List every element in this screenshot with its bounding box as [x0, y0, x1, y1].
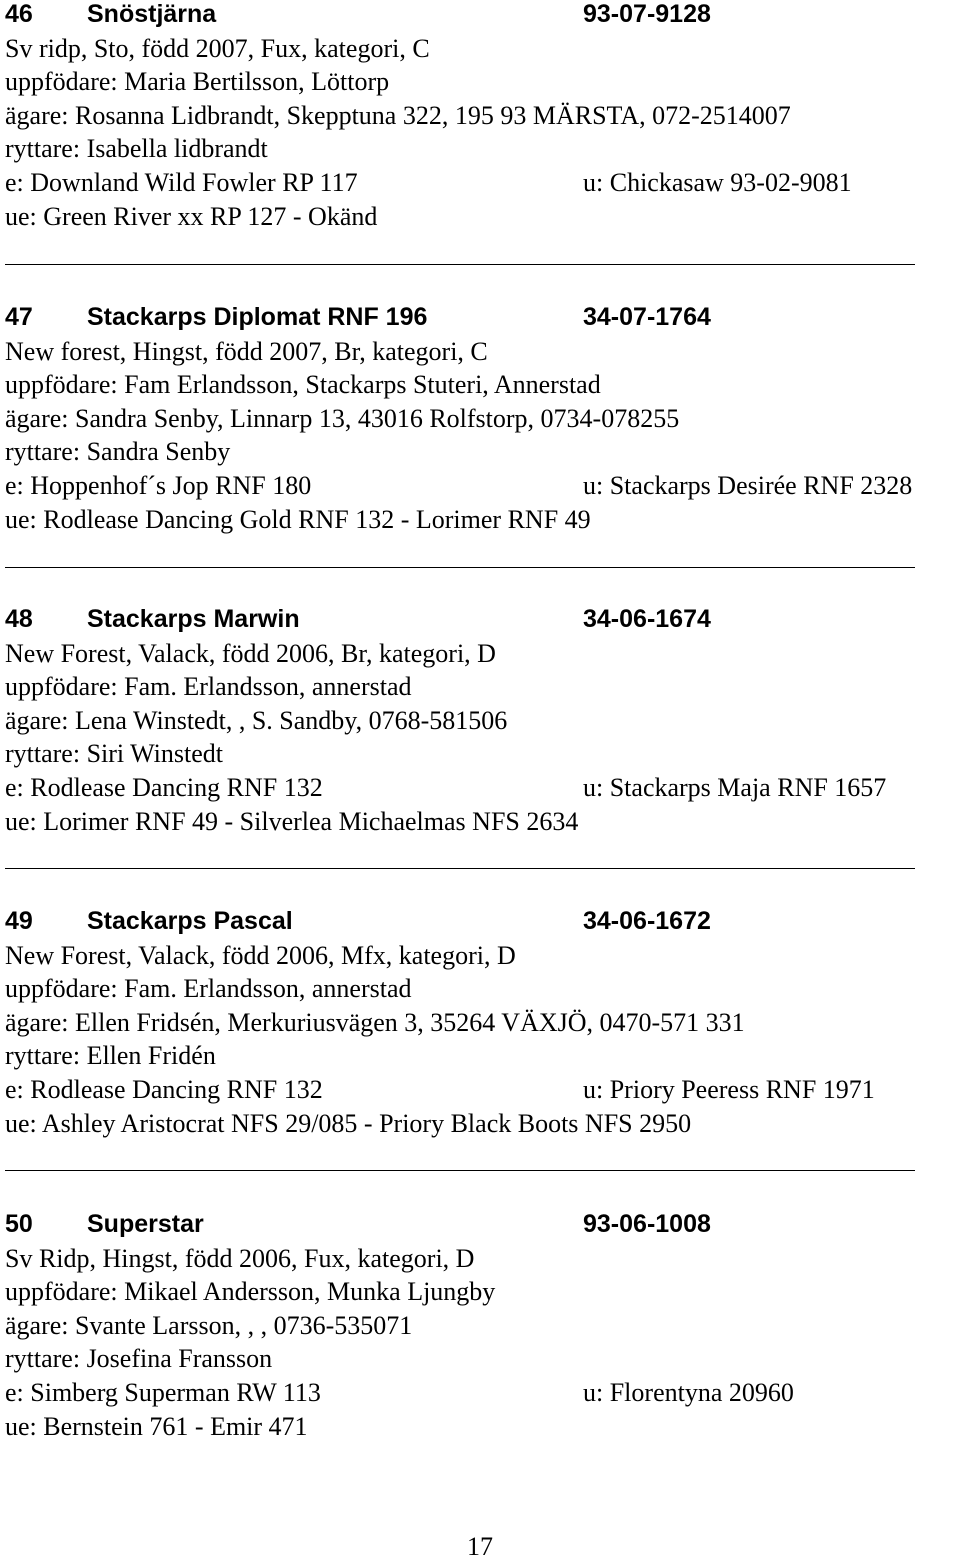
page-number: 17: [467, 1532, 493, 1561]
sire: e: Simberg Superman RW 113: [5, 1377, 321, 1407]
rider: ryttare: Sandra Senby: [5, 437, 231, 467]
dam-sire: ue: Ashley Aristocrat NFS 29/085 - Priory Black Boots NFS 2950: [5, 1108, 692, 1138]
dam-sire: ue: Rodlease Dancing Gold RNF 132 - Lorimer RNF 49: [5, 504, 591, 534]
owner: ägare: Lena Winstedt, , S. Sandby, 0768-581506: [5, 705, 508, 735]
owner: ägare: Rosanna Lidbrandt, Skepptuna 322, 195 93 MÄRSTA, 072-2514007: [5, 100, 791, 130]
horse-name: Snöstjärna: [87, 0, 217, 28]
breeder: uppfödare: Mikael Andersson, Munka Ljungby: [5, 1277, 496, 1307]
rider: ryttare: Siri Winstedt: [5, 739, 223, 769]
horse-details: New Forest, Valack, född 2006, Br, kategori, D: [5, 638, 496, 668]
entry-number: 46: [5, 0, 33, 28]
dam: u: Chickasaw 93-02-9081: [583, 167, 852, 197]
owner: ägare: Sandra Senby, Linnarp 13, 43016 Rolfstorp, 0734-078255: [5, 403, 680, 433]
pedigree-row: [5, 1073, 955, 1107]
breeder: uppfödare: Maria Bertilsson, Löttorp: [5, 67, 390, 97]
sire: e: Rodlease Dancing RNF 132: [5, 1074, 323, 1104]
pedigree-row: [5, 771, 955, 805]
registration-number: 34-06-1672: [583, 907, 711, 935]
horse-name: Superstar: [87, 1210, 204, 1238]
entry-46: [5, 0, 955, 233]
entry-48: [5, 603, 955, 838]
horse-details: Sv Ridp, Hingst, född 2006, Fux, kategori, D: [5, 1243, 475, 1273]
owner: ägare: Svante Larsson, , , 0736-535071: [5, 1310, 413, 1340]
entry-47: [5, 301, 955, 536]
separator-line: [5, 1170, 915, 1171]
rider: ryttare: Josefina Fransson: [5, 1344, 273, 1374]
dam-sire: ue: Green River xx RP 127 - Okänd: [5, 201, 378, 231]
entry-number: 50: [5, 1210, 33, 1238]
separator-line: [5, 567, 915, 568]
entry-heading: [5, 0, 955, 32]
pedigree-row: [5, 1376, 955, 1410]
entry-number: 47: [5, 303, 33, 331]
dam-sire: ue: Bernstein 761 - Emir 471: [5, 1411, 308, 1441]
horse-details: Sv ridp, Sto, född 2007, Fux, kategori, C: [5, 33, 430, 63]
entry-heading: [5, 603, 955, 637]
pedigree-row: [5, 166, 955, 200]
entry-49: [5, 905, 955, 1140]
entry-heading: [5, 301, 955, 335]
entry-heading: [5, 1208, 955, 1242]
rider: ryttare: Ellen Fridén: [5, 1041, 216, 1071]
horse-name: Stackarps Pascal: [87, 907, 293, 935]
horse-details: New forest, Hingst, född 2007, Br, kategori, C: [5, 336, 488, 366]
registration-number: 34-06-1674: [583, 605, 711, 633]
entry-50: [5, 1208, 955, 1443]
entry-heading: [5, 905, 955, 939]
registration-number: 93-07-9128: [583, 0, 711, 28]
dam: u: Florentyna 20960: [583, 1377, 794, 1407]
dam: u: Stackarps Desirée RNF 2328: [583, 470, 913, 500]
breeder: uppfödare: Fam. Erlandsson, annerstad: [5, 974, 412, 1004]
sire: e: Hoppenhof´s Jop RNF 180: [5, 470, 312, 500]
dam-sire: ue: Lorimer RNF 49 - Silverlea Michaelmas NFS 2634: [5, 806, 579, 836]
registration-number: 34-07-1764: [583, 303, 711, 331]
breeder: uppfödare: Fam Erlandsson, Stackarps Stuteri, Annerstad: [5, 370, 601, 400]
separator-line: [5, 264, 915, 265]
dam: u: Priory Peeress RNF 1971: [583, 1074, 875, 1104]
entry-number: 48: [5, 605, 33, 633]
pedigree-row: [5, 469, 955, 503]
horse-name: Stackarps Diplomat RNF 196: [87, 303, 428, 331]
separator-line: [5, 868, 915, 869]
breeder: uppfödare: Fam. Erlandsson, annerstad: [5, 672, 412, 702]
sire: e: Downland Wild Fowler RP 117: [5, 167, 358, 197]
horse-name: Stackarps Marwin: [87, 605, 300, 633]
registration-number: 93-06-1008: [583, 1210, 711, 1238]
dam: u: Stackarps Maja RNF 1657: [583, 772, 887, 802]
sire: e: Rodlease Dancing RNF 132: [5, 772, 323, 802]
owner: ägare: Ellen Fridsén, Merkuriusvägen 3, 35264 VÄXJÖ, 0470-571 331: [5, 1007, 745, 1037]
rider: ryttare: Isabella lidbrandt: [5, 134, 268, 164]
horse-details: New Forest, Valack, född 2006, Mfx, kategori, D: [5, 940, 516, 970]
entry-number: 49: [5, 907, 33, 935]
